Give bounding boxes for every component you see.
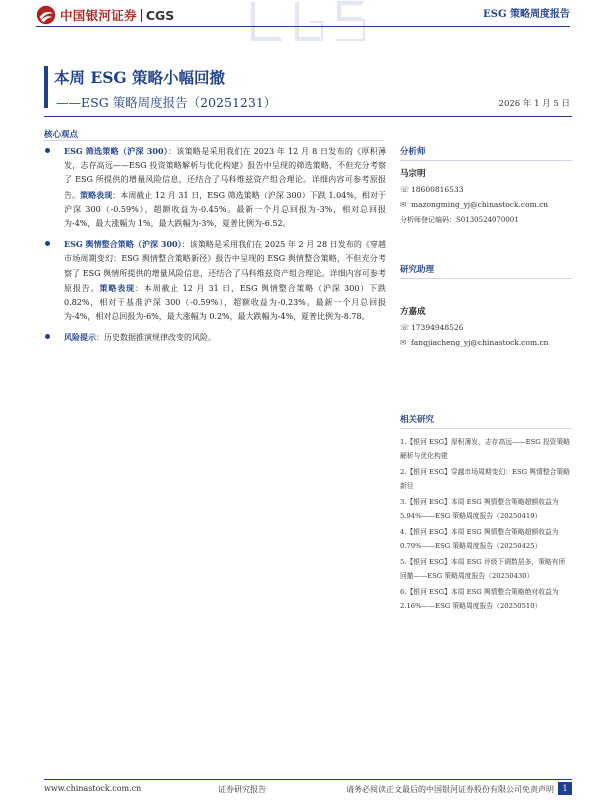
page-subtitle: ——ESG 策略周度报告（20251231） [56,95,277,110]
bullet-heading: ESG 筛选策略（沪深 300） [64,146,169,156]
header-rule [36,26,570,27]
analyst-phone-text: 18600816533 [411,185,464,194]
company-logo [36,4,174,26]
bullet-text: ：该策略是采用我们在 2025 年 2 月 28 日发布的《穿越市场周期变幻：ESG 舆情整合策略新径》报告中呈现的 ESG 舆情整合策略，不但充分考察了 ESG 舆情所提供的增量风险信息，还结合了马科维兹资产组合理论。详细内容可参考原报告。 [64,240,386,293]
bullet-dot [45,148,50,153]
logo-mark-icon [36,5,56,25]
bullet-heading: 风险提示 [64,332,96,343]
bullet-text: ：本周截止 12 月 31 日，ESG 舆情整合策略（沪深 300）下跌 0.82%，相对于基准沪深 300（-0.59%），超额收益为-0.23%。最新一个月总回报为-4%，相对总回报为-6%，最大涨幅为 0.2%，最大跌幅为-4%，夏普比例为-8.78。 [64,283,387,322]
assistant-phone [400,323,572,332]
bullet-dot [45,241,50,246]
bullet-risk-warning [44,330,386,345]
assistant-name: 方嘉成 [400,307,426,317]
analyst-name: 马宗明 [400,169,426,179]
related-research-item[interactable]: 1.【银河 ESG】厚积薄发，志存高远——ESG 投资策略解析与优化构建 [400,438,571,460]
phone-icon: ☏ [400,323,410,332]
bullet-sentiment-strategy [44,237,386,324]
email-icon: ✉ [400,200,407,209]
related-research-heading: 相关研究 [400,413,572,429]
page-title: 本周 ESG 策略小幅回撤 [54,68,226,87]
assistant-email-text[interactable]: fangjiacheng_yj@chinastock.com.cn [411,338,549,347]
analyst-registration: 分析师登记编码：S0130524070001 [400,216,519,224]
bullet-text: ：该策略是采用我们在 2023 年 12 月 8 日发布的《厚积薄发，志存高远——ESG 投资策略解析与优化构建》报告中呈现的筛选策略，不但充分考察了 ESG 所提供的增量风险信息，还结合了马科维兹资产组合理论。详细内容可参考原报告。 [64,147,386,200]
page-header [0,0,600,42]
bullet-text: ：本周截止 12 月 31 日，ESG 筛选策略（沪深 300）下跌 1.04%，相对于沪深 300（-0.59%），超额收益为-0.45%。最新一个月总回报为-3%，相对总回报为-4%，最大涨幅为 1%，最大跌幅为-3%，夏普比例为-6.52。 [64,190,387,229]
footer-disclaimer: 请务必阅读正文最后的中国银河证券股份有限公司免责声明 [346,785,554,794]
phone-icon: ☏ [400,185,410,194]
bullet-key-label: 策略表现 [99,282,135,293]
related-research-item[interactable]: 6.【银河 ESG】本周 ESG 舆情整合策略绝对收益为 2.16%——ESG 策略周度报告（20250510） [400,588,559,610]
related-research-list [400,435,572,613]
logo-cn-text: 中国银河证券 [60,8,137,23]
logo-divider [141,9,142,22]
sidebar [400,145,572,615]
analyst-heading: 分析师 [400,145,572,161]
related-research-item[interactable]: 4.【银河 ESG】本周 ESG 舆情整合策略超额收益为 0.79%——ESG 策略周度报告（20250425） [400,528,559,550]
core-views-list [44,144,386,352]
related-research-item[interactable]: 5.【银河 ESG】本周 ESG 评级下调数居多，策略有所回撤——ESG 策略周度报告（20250430） [400,558,566,580]
footer-website-link[interactable]: www.chinastock.com.cn [44,784,142,793]
assistant-phone-text: 17394948526 [411,323,464,332]
footer-report-type: 证券研究报告 [218,785,266,794]
report-date: 2026 年 1 月 5 日 [498,99,570,109]
analyst-phone [400,185,572,194]
email-icon: ✉ [400,338,407,347]
related-research-item[interactable]: 2.【银河 ESG】穿越市场周期变幻：ESG 舆情整合策略新径 [400,468,571,490]
bullet-dot [45,334,50,339]
cgs-watermark-graphic [238,0,378,46]
core-views-heading: 核心观点 [44,130,79,140]
bullet-key-label: 策略表现 [80,189,113,200]
page-number: 1 [558,782,572,795]
logo-en-text: CGS [145,7,175,23]
assistant-heading: 研究助理 [400,263,572,279]
footer-rule [44,779,572,780]
bullet-screening-strategy [44,144,386,231]
assistant-email[interactable] [400,338,572,347]
title-rule [44,116,572,117]
bullet-heading: ESG 舆情整合策略（沪深 300） [64,239,182,250]
analyst-email-text[interactable]: mazongming_yj@chinastock.com.cn [411,200,549,209]
report-type-label: ESG 策略周度报告 [483,9,570,20]
analyst-email[interactable] [400,200,572,209]
core-views-rule [44,140,384,141]
related-research-item[interactable]: 3.【银河 ESG】本周 ESG 舆情整合策略超额收益为 5.94%——ESG 策略周度报告（20250419） [400,498,559,520]
bullet-text: ：历史数据推演规律改变的风险。 [96,333,216,343]
title-accent-bar [44,66,48,108]
